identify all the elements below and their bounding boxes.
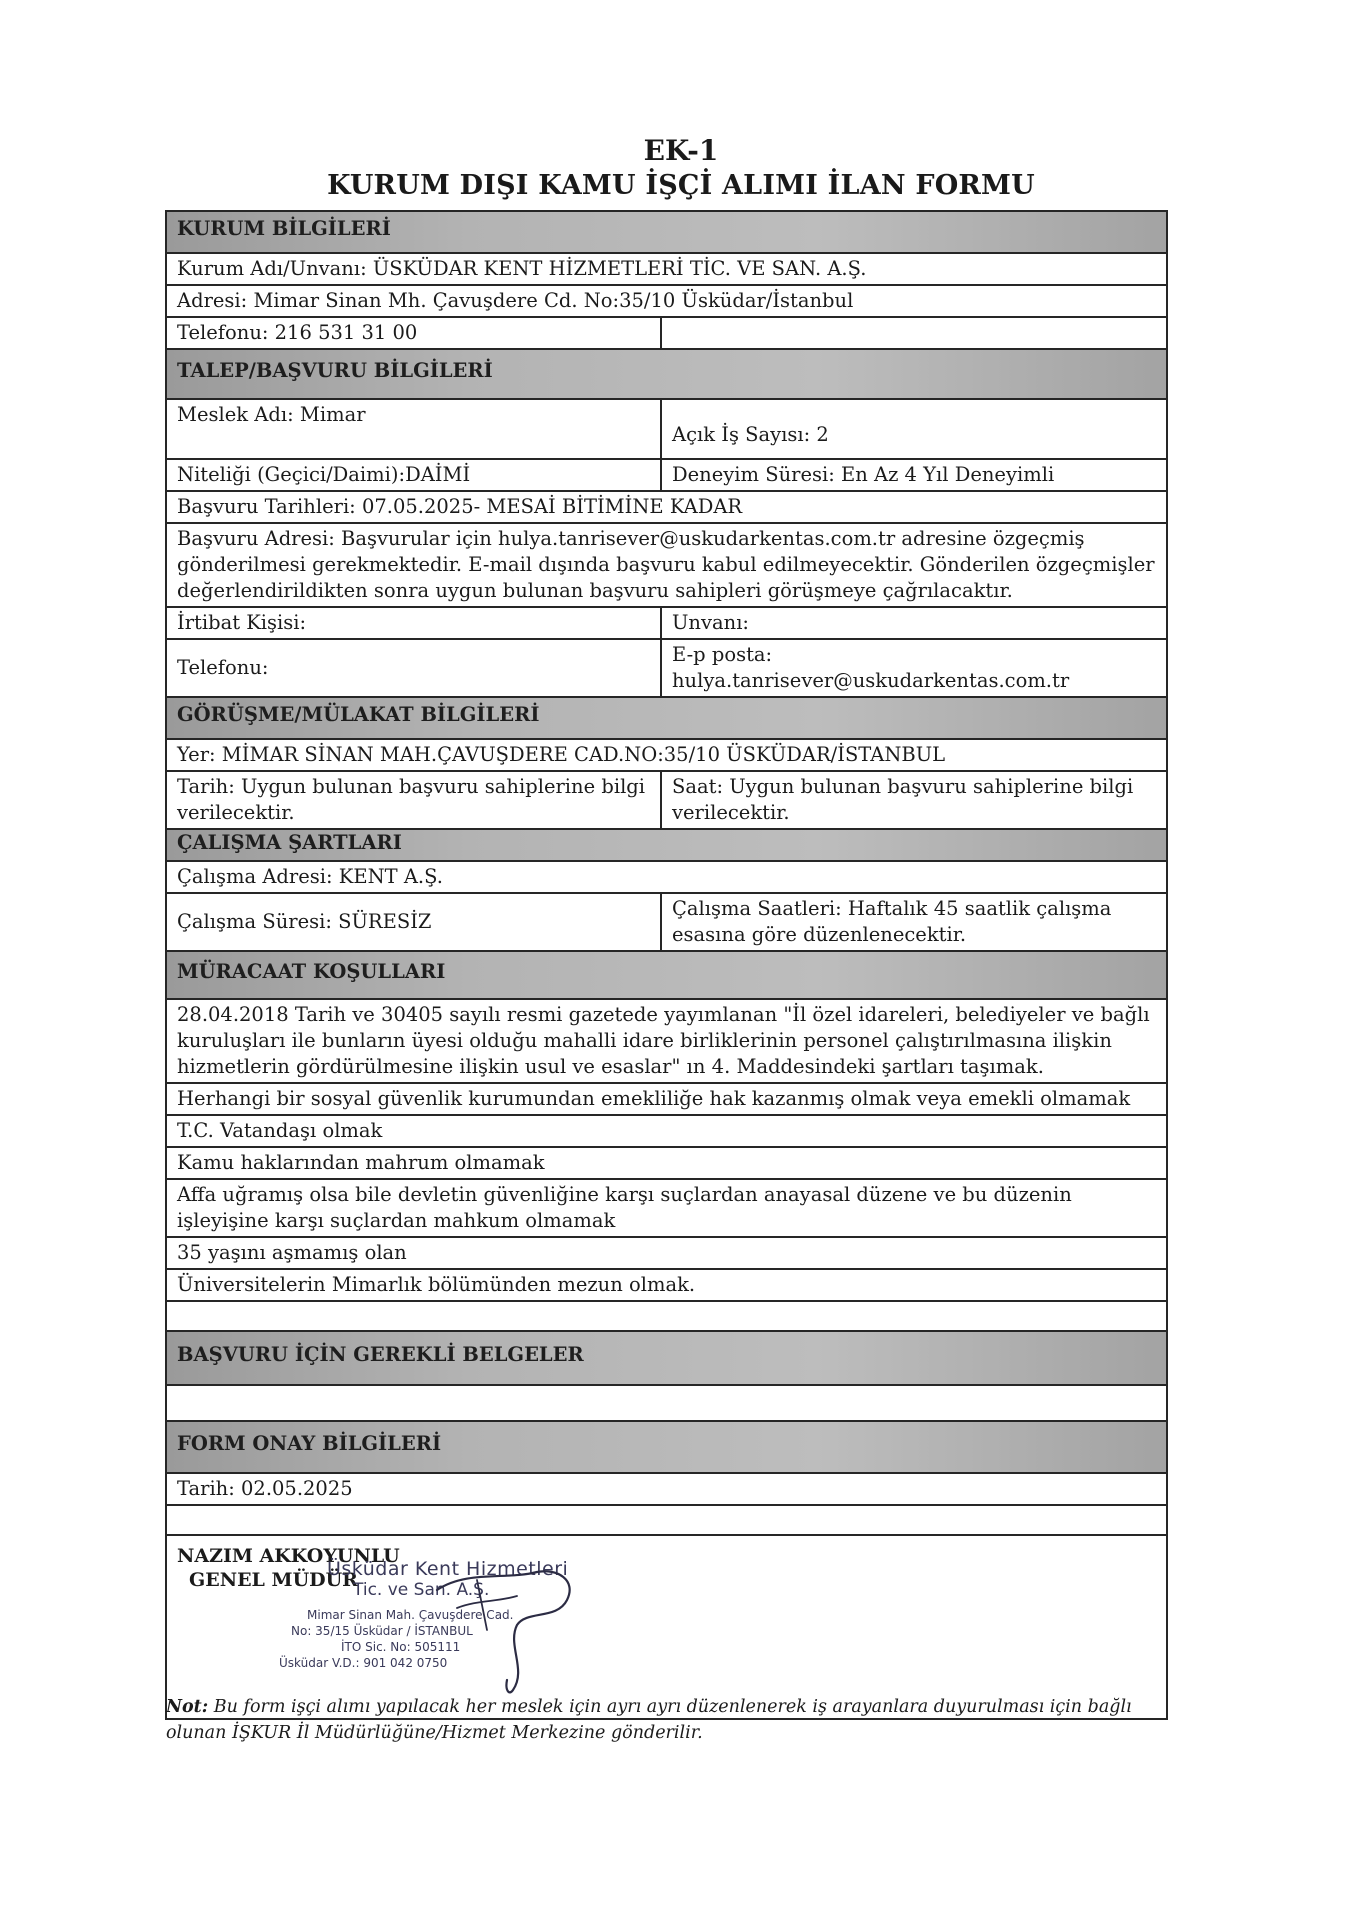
section-talep: TALEP/BAŞVURU BİLGİLERİ bbox=[165, 350, 1168, 400]
contact-phone-row bbox=[165, 640, 1168, 698]
condition-row bbox=[165, 1270, 1168, 1302]
institution-phone-row bbox=[165, 318, 1168, 350]
announcement-form bbox=[165, 210, 1168, 1720]
condition-row bbox=[165, 1084, 1168, 1116]
condition-item: Affa uğramış olsa bile devletin güvenliğine karşı suçlardan anayasal düzene ve bu düzenin işleyişine karşı suçlardan mahkum olmamak bbox=[177, 1183, 1072, 1232]
documents-empty-row bbox=[165, 1386, 1168, 1422]
approval-empty-row bbox=[165, 1506, 1168, 1536]
contact-person-row bbox=[165, 608, 1168, 640]
dates-row bbox=[165, 492, 1168, 524]
note-label: Not: bbox=[166, 1697, 209, 1717]
section-belgeler: BAŞVURU İÇİN GEREKLİ BELGELER bbox=[165, 1332, 1168, 1386]
note-text: Bu form işçi alımı yapılacak her meslek için ayrı ayrı düzenlenerek iş arayanlara duyurulması için bağlı olunan İŞKUR İl Müdürlüğüne/Hizmet Merkezine gönderilir. bbox=[166, 1697, 1132, 1743]
condition-row bbox=[165, 1000, 1168, 1084]
profession: Meslek Adı: Mimar bbox=[167, 400, 662, 458]
condition-item: T.C. Vatandaşı olmak bbox=[177, 1119, 383, 1142]
institution-name: Kurum Adı/Unvanı: ÜSKÜDAR KENT HİZMETLERİ TİC. VE SAN. A.Ş. bbox=[177, 257, 867, 280]
section-calisma: ÇALIŞMA ŞARTLARI bbox=[165, 830, 1168, 862]
condition-item: 28.04.2018 Tarih ve 30405 sayılı resmi gazetede yayımlanan "İl özel idareleri, belediyeler ve bağlı kuruluşları ile bunların üyesi olduğu mahalli idare birliklerinin personel çalıştırılmasına ilişkin hizmetlerin gördürülmesine ilişkin usul ve esaslar" ın 4. Maddesindeki şartları taşımak. bbox=[177, 1003, 1150, 1078]
form-title: KURUM DIŞI KAMU İŞÇİ ALIMI İLAN FORMU bbox=[327, 170, 1035, 201]
section-onay: FORM ONAY BİLGİLERİ bbox=[165, 1422, 1168, 1474]
contact-phone: Telefonu: bbox=[177, 656, 269, 679]
contact-title: Unvanı: bbox=[672, 611, 750, 634]
empty-cell bbox=[662, 318, 1166, 348]
stamp-line: Tic. ve San. A.Ş. bbox=[353, 1580, 490, 1600]
job-nature: Niteliği (Geçici/Daimi):DAİMİ bbox=[167, 460, 662, 490]
stamp-line: Üsküdar V.D.: 901 042 0750 bbox=[279, 1656, 448, 1670]
condition-item: 35 yaşını aşmamış olan bbox=[177, 1241, 407, 1264]
section-gorusme: GÖRÜŞME/MÜLAKAT BİLGİLERİ bbox=[165, 698, 1168, 740]
contact-email-label: E-p posta: bbox=[672, 643, 773, 666]
application-dates: Başvuru Tarihleri: 07.05.2025- MESAİ BİTİMİNE KADAR bbox=[177, 495, 743, 518]
signer-name: NAZIM AKKOYUNLU bbox=[177, 1545, 400, 1567]
form-code: EK-1 bbox=[643, 134, 719, 167]
work-address: Çalışma Adresi: KENT A.Ş. bbox=[177, 865, 443, 888]
institution-address-row bbox=[165, 286, 1168, 318]
work-address-row bbox=[165, 862, 1168, 894]
work-duration: Çalışma Süresi: SÜRESİZ bbox=[177, 910, 432, 933]
signature-block bbox=[167, 1536, 1166, 1718]
work-hours: Çalışma Saatleri: Haftalık 45 saatlik çalışma esasına göre düzenlenecektir. bbox=[672, 897, 1112, 946]
condition-item: Kamu haklarından mahrum olmamak bbox=[177, 1151, 545, 1174]
interview-date: Tarih: Uygun bulunan başvuru sahiplerine bilgi verilecektir. bbox=[167, 772, 662, 828]
condition-row bbox=[165, 1238, 1168, 1270]
experience: Deneyim Süresi: En Az 4 Yıl Deneyimli bbox=[672, 463, 1055, 486]
interview-time-row bbox=[165, 772, 1168, 830]
interview-place-row bbox=[165, 740, 1168, 772]
open-positions: Açık İş Sayısı: 2 bbox=[672, 423, 829, 446]
section-kurum: KURUM BİLGİLERİ bbox=[165, 210, 1168, 254]
condition-row bbox=[165, 1148, 1168, 1180]
stamp-line: İTO Sic. No: 505111 bbox=[341, 1640, 461, 1654]
condition-item: Herhangi bir sosyal güvenlik kurumundan emekliliğe hak kazanmış olmak veya emekli olmamak bbox=[177, 1087, 1131, 1110]
handwritten-signature bbox=[417, 1550, 607, 1700]
profession-row bbox=[165, 400, 1168, 460]
signature-row bbox=[165, 1536, 1168, 1720]
interview-place: Yer: MİMAR SİNAN MAH.ÇAVUŞDERE CAD.NO:35/10 ÜSKÜDAR/İSTANBUL bbox=[177, 743, 946, 766]
stamp-line: No: 35/15 Üsküdar / İSTANBUL bbox=[291, 1624, 473, 1638]
application-address-row bbox=[165, 524, 1168, 608]
institution-phone: Telefonu: 216 531 31 00 bbox=[167, 318, 662, 348]
stamp-line: Üsküdar Kent Hizmetleri bbox=[327, 1558, 569, 1580]
stamp-line: Mimar Sinan Mah. Çavuşdere Cad. bbox=[307, 1608, 514, 1622]
application-address: Başvuru Adresi: Başvurular için hulya.tanrisever@uskudarkentas.com.tr adresine özgeçmiş gönderilmesi gerekmektedir. E-mail dışında başvuru kabul edilmeyecektir. Gönderilen özgeçmişler değerlendirildikten sonra uygun bulunan başvuru sahipleri görüşmeye çağrılacaktır. bbox=[177, 527, 1155, 602]
condition-item: Üniversitelerin Mimarlık bölümünden mezun olmak. bbox=[177, 1273, 696, 1296]
section-muracaat: MÜRACAAT KOŞULLARI bbox=[165, 952, 1168, 1000]
condition-row bbox=[165, 1180, 1168, 1238]
nature-row bbox=[165, 460, 1168, 492]
approval-date: Tarih: 02.05.2025 bbox=[177, 1477, 353, 1500]
condition-row bbox=[165, 1116, 1168, 1148]
contact-person: İrtibat Kişisi: bbox=[167, 608, 662, 638]
footer-note bbox=[166, 1694, 1176, 1746]
condition-empty-row bbox=[165, 1302, 1168, 1332]
institution-address: Adresi: Mimar Sinan Mh. Çavuşdere Cd. No:35/10 Üsküdar/İstanbul bbox=[177, 289, 854, 312]
approval-date-row bbox=[165, 1474, 1168, 1506]
signer-title: GENEL MÜDÜR bbox=[189, 1569, 358, 1591]
institution-name-row bbox=[165, 254, 1168, 286]
work-duration-row bbox=[165, 894, 1168, 952]
contact-email[interactable]: hulya.tanrisever@uskudarkentas.com.tr bbox=[672, 669, 1070, 692]
interview-time: Saat: Uygun bulunan başvuru sahiplerine bilgi verilecektir. bbox=[672, 775, 1134, 824]
